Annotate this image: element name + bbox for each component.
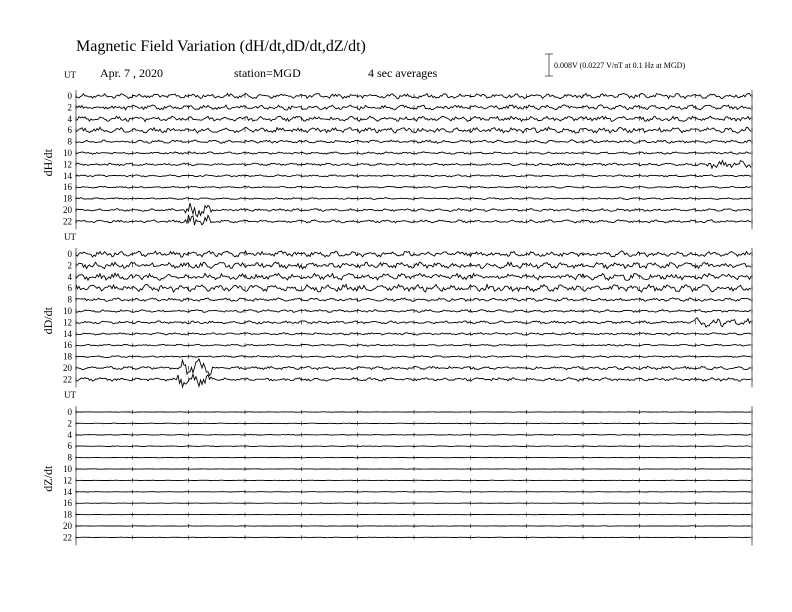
trace-line [76, 175, 751, 177]
hour-label: 16 [63, 340, 72, 351]
hour-label: 6 [67, 125, 72, 136]
trace-line [76, 186, 751, 188]
trace-line [76, 284, 751, 292]
trace-line [76, 262, 751, 269]
panel-ylabel: dH/dt [41, 149, 55, 177]
trace-line [76, 127, 751, 133]
date-label: Apr. 7 , 2020 [100, 66, 163, 80]
panel-dZ-dt [41, 390, 752, 545]
panel-ylabel: dZ/dt [41, 465, 55, 492]
trace-line [76, 310, 751, 313]
hour-label: 22 [63, 374, 72, 385]
hour-label: 18 [63, 351, 72, 362]
hour-label: 14 [63, 170, 72, 181]
averaging-label: 4 sec averages [368, 66, 438, 80]
hour-label: 2 [67, 260, 72, 271]
trace-line [76, 374, 751, 387]
trace-line [76, 273, 751, 280]
trace-line [76, 318, 751, 328]
hour-label: 16 [63, 498, 72, 509]
hour-label: 14 [63, 328, 72, 339]
hour-label: 0 [67, 91, 72, 101]
hour-label: 10 [63, 464, 72, 474]
hour-label: 20 [63, 521, 72, 531]
hour-label: 4 [67, 113, 72, 124]
trace-line [76, 93, 751, 98]
trace-line [76, 251, 751, 257]
hour-label: 10 [63, 306, 72, 316]
trace-line [76, 446, 751, 447]
trace-line [76, 152, 751, 154]
hour-label: 4 [67, 429, 72, 440]
trace-line [76, 140, 751, 143]
hour-label: 22 [63, 216, 72, 227]
hour-label: 6 [67, 283, 72, 294]
panel-ylabel: dD/dt [41, 307, 55, 335]
hour-label: 12 [63, 317, 72, 328]
ut-axis-title: UT [64, 232, 76, 242]
ut-axis-title: UT [64, 70, 76, 80]
trace-line [76, 105, 751, 110]
ut-axis-title: UT [64, 390, 76, 400]
station-label: station=MGD [234, 66, 301, 80]
trace-line [76, 434, 751, 435]
hour-label: 2 [67, 102, 72, 113]
hour-label: 12 [63, 475, 72, 486]
hour-label: 20 [63, 205, 72, 215]
panel-dH-dt [41, 70, 752, 229]
trace-line [76, 333, 751, 335]
trace-line [76, 537, 751, 538]
hour-label: 18 [63, 509, 72, 520]
hour-label: 8 [67, 452, 72, 463]
chart-title: Magnetic Field Variation (dH/dt,dD/dt,dZ/dt) [76, 38, 366, 55]
hour-label: 8 [67, 294, 72, 305]
hour-label: 12 [63, 159, 72, 170]
trace-line [76, 356, 751, 358]
scale-bar-label: 0.008V (0.0227 V/nT at 0.1 Hz at MGD) [554, 61, 686, 70]
hour-label: 22 [63, 532, 72, 543]
panel-dD-dt [41, 232, 752, 387]
trace-line [76, 203, 751, 217]
hour-label: 6 [67, 441, 72, 452]
hour-label: 16 [63, 182, 72, 193]
hour-label: 8 [67, 136, 72, 147]
hour-label: 10 [63, 148, 72, 158]
trace-line [76, 161, 751, 169]
hour-label: 20 [63, 363, 72, 373]
trace-line [76, 344, 751, 346]
hour-label: 0 [67, 249, 72, 259]
scale-bar [545, 54, 553, 76]
hour-label: 14 [63, 486, 72, 497]
trace-line [76, 116, 751, 121]
hour-label: 18 [63, 193, 72, 204]
trace-line [76, 298, 751, 302]
trace-line [76, 198, 751, 200]
hour-label: 0 [67, 407, 72, 417]
trace-line [76, 359, 751, 376]
trace-line [76, 423, 751, 424]
hour-label: 2 [67, 418, 72, 429]
hour-label: 4 [67, 271, 72, 282]
trace-line [76, 215, 751, 225]
